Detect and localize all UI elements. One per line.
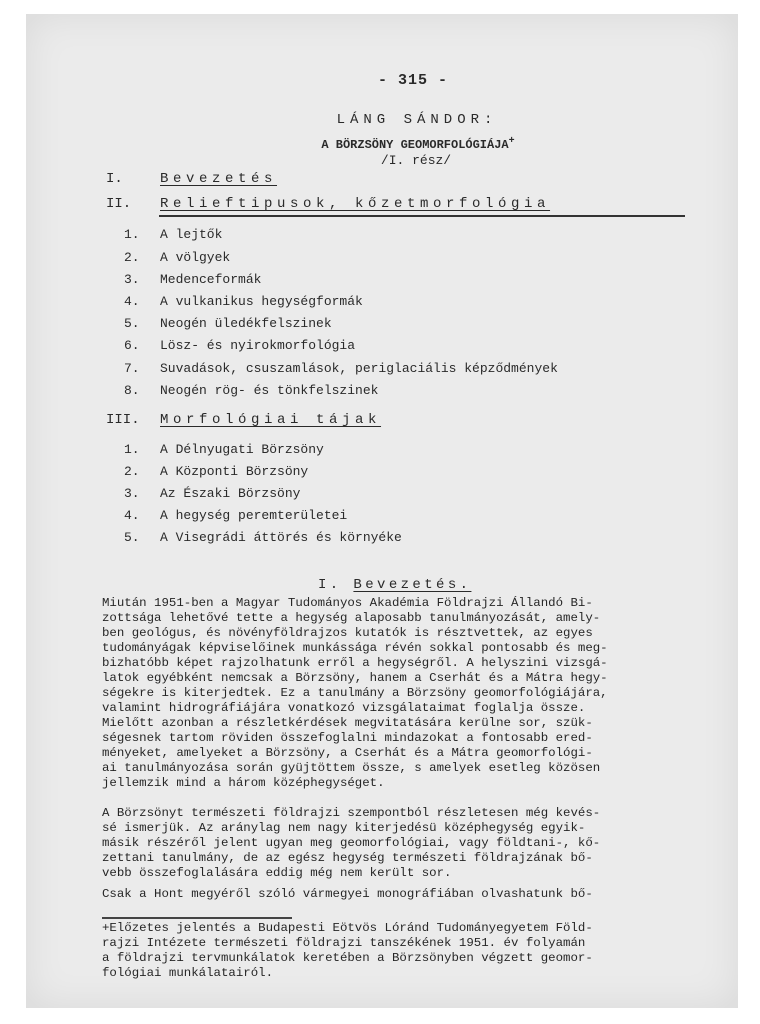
section-divider-rule <box>159 215 685 217</box>
toc-item <box>124 361 558 376</box>
toc-item <box>124 316 332 331</box>
toc-section-1 <box>106 171 277 187</box>
intro-heading-text: Bevezetés. <box>353 577 472 593</box>
toc-item-num: 4. <box>124 508 140 523</box>
toc-section-num: III. <box>106 412 140 428</box>
toc-item-label: A völgyek <box>160 250 231 265</box>
toc-item <box>124 530 402 545</box>
toc-item <box>124 508 347 523</box>
toc-item <box>124 486 300 501</box>
toc-item-num: 1. <box>124 442 140 457</box>
article-title <box>258 136 578 152</box>
toc-item-num: 1. <box>124 227 140 242</box>
author-name: LÁNG SÁNDOR: <box>336 112 498 128</box>
toc-item-num: 3. <box>124 486 140 501</box>
intro-heading-num: I. <box>318 577 342 593</box>
intro-paragraph-2: A Börzsönyt természeti földrajzi szempontból részletesen még kevés- sé ismerjük. Az aránylag nem nagy kiterjedésü középhegység egyik- másik részéről jelent ugyan meg geomorfológiai, vagy földtani-, kő- zettani tanulmány, de az egész hegység természeti földrajzának bő- vebb összefoglalására eddig még nem került sor. <box>102 806 601 880</box>
footnote: +Előzetes jelentés a Budapesti Eötvös Lóránd Tudományegyetem Föld- rajzi Intézete természeti földrajzi tanszékének 1951. év folyamán a földrajzi tervmunkálatok keretében a Börzsönyben végzett geomor- fológiai munkálatairól. <box>102 921 593 980</box>
toc-item <box>124 272 261 287</box>
toc-item <box>124 383 378 398</box>
toc-item-label: A Központi Börzsöny <box>160 464 309 479</box>
toc-item-label: A Délnyugati Börzsöny <box>160 442 324 457</box>
toc-item-num: 8. <box>124 383 140 398</box>
toc-item-label: A hegység peremterületei <box>160 508 348 523</box>
toc-item <box>124 294 363 309</box>
toc-item-num: 4. <box>124 294 140 309</box>
article-subtitle: /I. rész/ <box>380 153 452 168</box>
toc-item <box>124 464 308 479</box>
toc-item <box>124 250 230 265</box>
toc-item-num: 3. <box>124 272 140 287</box>
toc-item-label: Lösz- és nyirokmorfológia <box>160 338 356 353</box>
toc-item-label: A lejtők <box>160 227 223 242</box>
toc-item-num: 2. <box>124 464 140 479</box>
intro-paragraph-1: Miután 1951-ben a Magyar Tudományos Akadémia Földrajzi Állandó Bi- zottsága lehetővé tette a hegység alaposabb tanulmányozását, amely- ben geológus, és növényföldrajzos kutatók is résztvettek, az egyes tudományágak képviselőinek munkássága révén sokkal pontosabb és meg- bizhatóbb képet rajzolhatunk erről a hegységről. A helyszini vizsgá- latok egyébként nemcsak a Börzsöny, hanem a Cserhát és a Mátra hegy- ségekre is kiterjedtek. Ez a tanulmány a Börzsöny geomorfológiájára, valamint hidrográfiájára vonatkozó vizsgálataimat foglalja össze. Mielőtt azonban a részletkérdések megvitatására kerülne sor, szük- ségesnek tartom röviden összefoglalni mindazokat a fontosabb ered- ményeket, amelyeket a Börzsöny, a Cserhát és a Mátra geomorfológi- ai tanulmányozása során gyüjtöttem össze, s amelyek esetleg közösen jellemzik mind a három középhegységet. <box>102 596 608 790</box>
toc-item <box>124 227 222 242</box>
article-title-text: A BÖRZSÖNY GEOMORFOLÓGIÁJA <box>321 138 509 152</box>
toc-item-num: 2. <box>124 250 140 265</box>
toc-item-num: 5. <box>124 316 140 331</box>
document-page <box>26 14 738 1008</box>
toc-item-label: Neogén üledékfelszinek <box>160 316 332 331</box>
toc-item-label: A Visegrádi áttörés és környéke <box>160 530 402 545</box>
toc-section-num: I. <box>106 171 123 187</box>
toc-section-title: Bevezetés <box>160 171 278 187</box>
toc-item-label: Suvadások, csuszamlások, periglaciális képződmények <box>160 361 558 376</box>
toc-item <box>124 442 324 457</box>
toc-item <box>124 338 355 353</box>
intro-heading <box>318 577 471 593</box>
toc-section-2 <box>106 196 550 212</box>
toc-section-3 <box>106 412 381 428</box>
page-number: - 315 - <box>377 72 448 89</box>
footnote-marker: + <box>508 136 515 147</box>
toc-item-label: Neogén rög- és tönkfelszinek <box>160 383 379 398</box>
toc-item-label: A vulkanikus hegységformák <box>160 294 363 309</box>
toc-item-num: 6. <box>124 338 140 353</box>
toc-item-label: Medenceformák <box>160 272 262 287</box>
toc-section-num: II. <box>106 196 132 212</box>
toc-section-title: Morfológiai tájak <box>160 412 382 428</box>
toc-section-title: Relieftipusok, kőzetmorfológia <box>160 196 551 212</box>
footnote-rule <box>102 917 292 919</box>
toc-item-num: 5. <box>124 530 140 545</box>
toc-item-label: Az Északi Börzsöny <box>160 486 301 501</box>
toc-item-num: 7. <box>124 361 140 376</box>
intro-paragraph-3: Csak a Hont megyéről szóló vármegyei monográfiában olvashatunk bő- <box>102 887 593 901</box>
